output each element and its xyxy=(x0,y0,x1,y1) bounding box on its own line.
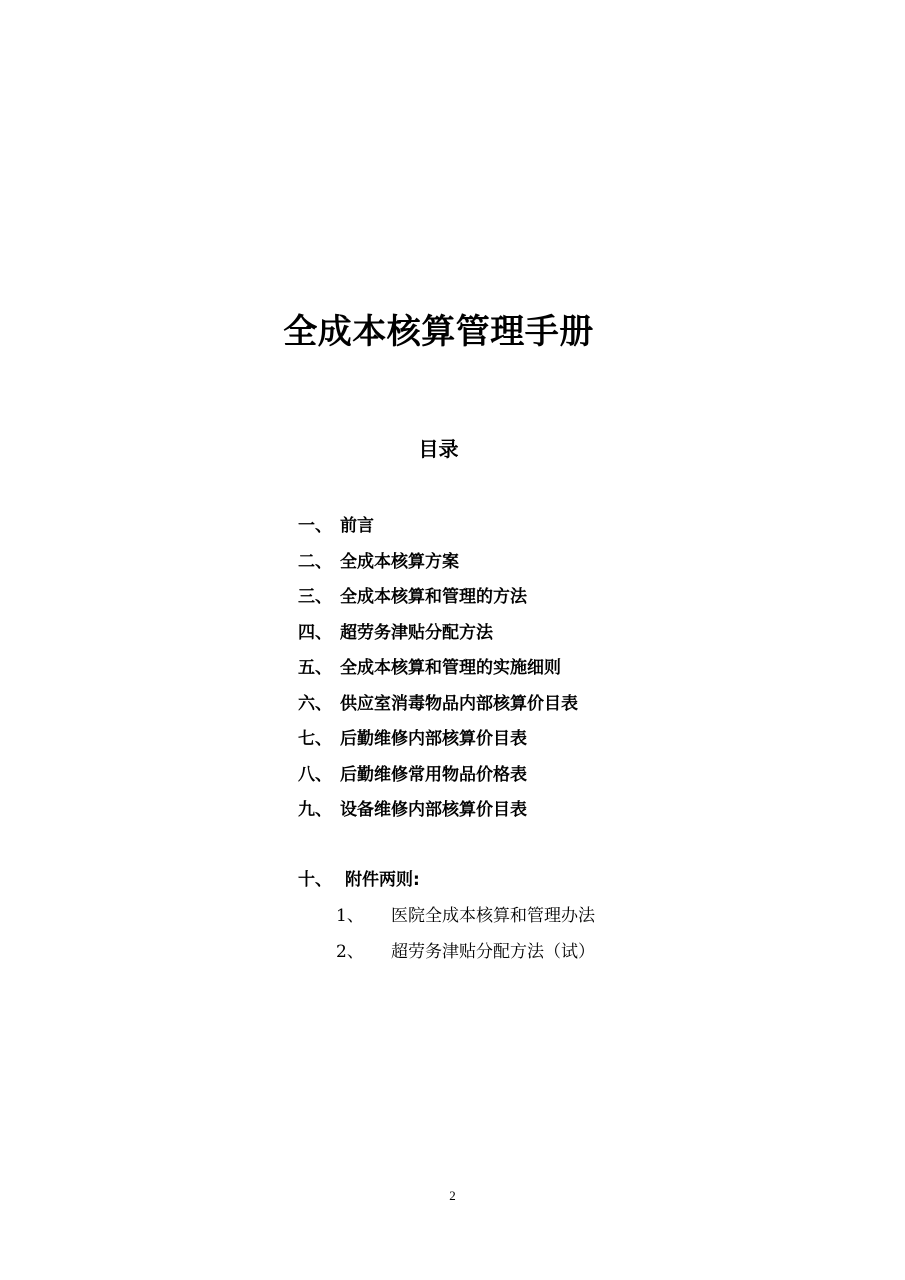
toc-item-appendix xyxy=(298,860,420,896)
toc-item xyxy=(298,755,578,791)
toc-item xyxy=(298,506,578,542)
toc-item-number: 七、 xyxy=(298,729,332,750)
toc-item-label: 后勤维修内部核算价目表 xyxy=(340,729,527,750)
toc-item xyxy=(298,790,578,826)
toc-item-number: 十、 xyxy=(298,870,332,891)
toc-item-label: 供应室消毒物品内部核算价目表 xyxy=(340,693,578,714)
toc-item-label: 后勤维修常用物品价格表 xyxy=(340,764,527,785)
toc-item-label: 全成本核算和管理的方法 xyxy=(340,587,527,608)
toc-item-number: 五、 xyxy=(298,658,332,679)
toc-item-label: 全成本核算方案 xyxy=(340,551,459,572)
toc-item xyxy=(298,719,578,755)
toc-item xyxy=(298,684,578,720)
toc-item xyxy=(298,648,578,684)
appendix-item xyxy=(336,931,595,967)
toc-item-label: 全成本核算和管理的实施细则 xyxy=(340,658,561,679)
document-title: 全成本核算管理手册 xyxy=(283,312,594,352)
toc-appendix xyxy=(298,860,420,896)
toc-item-number: 三、 xyxy=(298,587,332,608)
appendix-item-number: 2、 xyxy=(336,941,364,962)
appendix-item-label: 超劳务津贴分配方法（试） xyxy=(391,941,595,962)
toc-item xyxy=(298,542,578,578)
appendix-item-number: 1、 xyxy=(336,905,364,926)
toc-item-label: 前言 xyxy=(340,516,374,537)
toc-item-number: 六、 xyxy=(298,693,332,714)
toc-item-number: 九、 xyxy=(298,800,332,821)
toc-item xyxy=(298,613,578,649)
page-number: 2 xyxy=(449,1188,456,1203)
toc-item-number: 一、 xyxy=(298,516,332,537)
toc-item-number: 二、 xyxy=(298,551,332,572)
appendix-item xyxy=(336,895,595,931)
toc-item-label: 设备维修内部核算价目表 xyxy=(340,800,527,821)
toc-list xyxy=(298,506,578,826)
toc-item-number: 八、 xyxy=(298,764,332,785)
toc-item-label: 超劳务津贴分配方法 xyxy=(340,622,493,643)
toc-heading: 目录 xyxy=(418,437,459,461)
toc-item-label: 附件两则: xyxy=(345,870,420,891)
toc-item-number: 四、 xyxy=(298,622,332,643)
toc-item xyxy=(298,577,578,613)
appendix-item-label: 医院全成本核算和管理办法 xyxy=(391,905,595,926)
appendix-list xyxy=(336,895,595,967)
